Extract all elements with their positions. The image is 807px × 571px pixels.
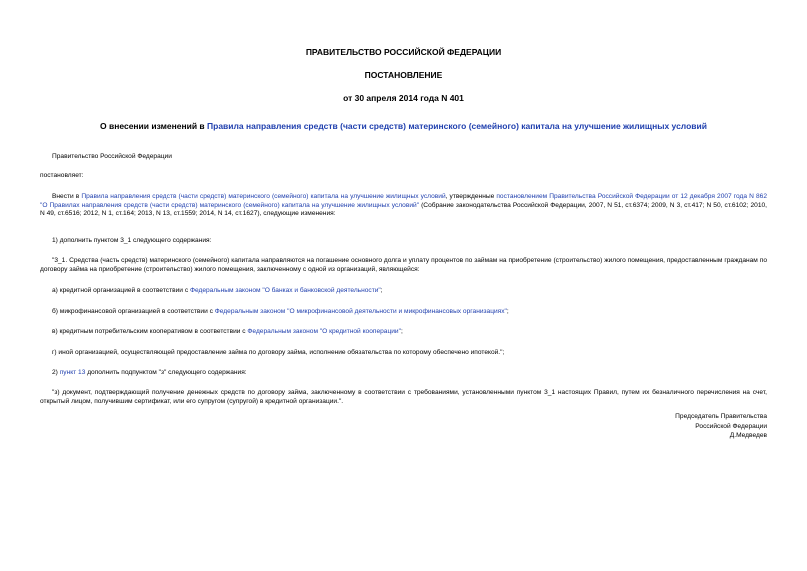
- resolves-line: постановляет:: [40, 172, 84, 179]
- subitem-a-end: ;: [380, 287, 383, 294]
- intro-paragraph: [40, 193, 767, 219]
- signature-country: Российской Федерации: [695, 422, 767, 430]
- signature-block: [567, 412, 767, 441]
- document-date-number: от 30 апреля 2014 года N 401: [343, 93, 464, 103]
- signature-position: Председатель Правительства: [675, 413, 767, 420]
- microfinance-law-link[interactable]: Федеральным законом "О микрофинансовой деятельности и микрофинансовых организациях": [214, 308, 507, 315]
- item-2: [40, 369, 767, 378]
- government-line: Правительство Российской Федерации: [52, 153, 172, 160]
- document-type: ПОСТАНОВЛЕНИЕ: [364, 70, 443, 80]
- signature-name: Д.Медведев: [729, 432, 767, 439]
- government-title: ПРАВИТЕЛЬСТВО РОССИЙСКОЙ ФЕДЕРАЦИИ: [305, 47, 502, 57]
- point-13-link[interactable]: пункт 13: [59, 369, 86, 376]
- subitem-a-text: а) кредитной организацией в соответствии с: [52, 287, 190, 294]
- item-2-number: 2): [52, 369, 60, 376]
- document-subtitle: [40, 121, 767, 131]
- subitem-v: [40, 328, 767, 337]
- subitem-b-end: ;: [506, 308, 509, 315]
- intro-text-2: , утвержденные: [445, 193, 497, 200]
- item-2-text: дополнить подпунктом "з" следующего содержания:: [85, 369, 247, 376]
- subitem-v-text: в) кредитным потребительским кооперативом в соответствии с: [52, 328, 248, 335]
- subitem-b-text: б) микрофинансовой организацией в соответствии с: [52, 308, 215, 315]
- credit-cooperation-law-link[interactable]: Федеральным законом "О кредитной кооперации": [247, 328, 401, 335]
- subtitle-prefix: О внесении изменений в: [100, 121, 208, 131]
- subitem-a: [40, 287, 767, 296]
- quote-z: "з) документ, подтверждающий получение денежных средств по договору займа, заключенному в соответствии с требованиями, установленными пунктом 3_1 настоящих Правил, путем их безналичного перечисления на счет, открытый лицом, получившим сертификат, или его супругом (супругой) в кредитной организации.".: [40, 389, 767, 405]
- resolution-862-link[interactable]: постановлением Правительства Российской Федерации от 12 декабря 2007 года N 862 "О Правилах направления средств (части средств) материнского (семейного) капитала на улучшение жилищных условий": [40, 193, 768, 209]
- banks-law-link[interactable]: Федеральным законом "О банках и банковской деятельности": [189, 287, 381, 294]
- quote-3-1: "3_1. Средства (часть средств) материнского (семейного) капитала направляются на погашение основного долга и уплату процентов по займам на приобретение (строительство) жилого помещения, предоставленным гражданам по договору займа на приобретение (строительство) жилого помещения, заключенному с одной из организаций, являющейся:: [40, 257, 767, 273]
- intro-text-3: (Собрание законодательства Российской Федерации, 2007, N 51, ст.6374; 2009, N 3, ст.417; N 50, ст.6102; 2010, N 49, ст.6516; 2012, N 1, ст.164; 2013, N 13, ст.1559; 2014, N 14, ст.1627), следующие изменения:: [40, 201, 767, 218]
- subtitle-rules-link[interactable]: Правила направления средств (части средств) материнского (семейного) капитала на улучшение жилищных условий: [207, 121, 707, 131]
- item-1: 1) дополнить пунктом 3_1 следующего содержания:: [52, 237, 212, 244]
- subitem-v-end: ;: [400, 328, 403, 335]
- rules-link[interactable]: Правила направления средств (части средств) материнского (семейного) капитала на улучшение жилищных условий: [81, 193, 446, 200]
- subitem-g: г) иной организацией, осуществляющей предоставление займа по договору займа, исполнение обязательства по которому обеспечено ипотекой.";: [52, 349, 505, 356]
- intro-text-1: Внести в: [52, 193, 82, 200]
- subitem-b: [40, 308, 767, 317]
